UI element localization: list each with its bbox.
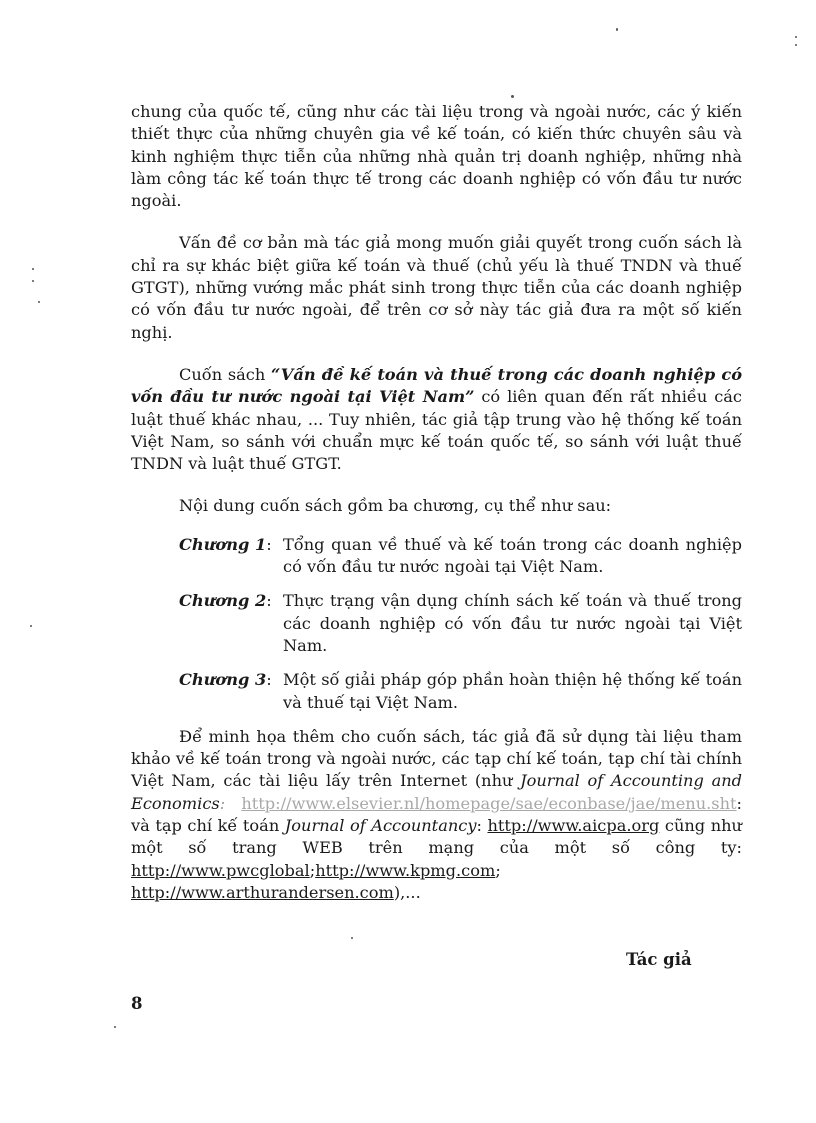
chapter-item: Chương 3: Một số giải pháp góp phần hoàn thiện hệ thống kế toán và thuế tại Việt Nam. xyxy=(179,669,742,714)
scan-speck xyxy=(32,268,34,270)
scan-speck xyxy=(38,301,40,303)
journal-name: Journal of Accounting and Economics xyxy=(131,771,743,813)
journal-name: Journal of Accountancy xyxy=(284,816,477,836)
page-body xyxy=(131,101,742,904)
scan-speck xyxy=(795,36,797,38)
paragraph-3 xyxy=(131,364,742,475)
scan-speck xyxy=(32,280,34,282)
scan-speck xyxy=(795,44,797,46)
reference-link[interactable]: http://www.pwcglobal xyxy=(131,860,310,880)
paragraph-2: Vấn đề cơ bản mà tác giả mong muốn giải quyết trong cuốn sách là chỉ ra sự khác biệt giữa kế toán và thuế (chủ yếu là thuế TNDN và thuế GTGT), những vướng mắc phát sinh trong thực tiễn của các doanh nghiệp có vốn đầu tư nước ngoài, để trên cơ sở này tác giả đưa ra một số kiến nghị. xyxy=(131,233,742,342)
chapter-item: Chương 1: Tổng quan về thuế và kế toán trong các doanh nghiệp có vốn đầu tư nước ngoài tại Việt Nam. xyxy=(179,534,742,579)
page-number: 8 xyxy=(131,994,143,1013)
chapter-label: Chương 2 xyxy=(179,591,267,611)
contents-intro: Nội dung cuốn sách gồm ba chương, cụ thể như sau: xyxy=(179,496,612,516)
paragraph-3-lead: Cuốn sách xyxy=(179,364,272,384)
chapter-text: Một số giải pháp góp phần hoàn thiện hệ thống kế toán và thuế tại Việt Nam. xyxy=(283,670,742,712)
paragraph-1: chung của quốc tế, cũng như các tài liệu trong và ngoài nước, các ý kiến thiết thực của những chuyên gia về kế toán, có kiến thức chuyên sâu và kinh nghiệm thực tiễn của những nhà quản trị doanh nghiệp, những nhà làm công tác kế toán thực tế trong các doanh nghiệp có vốn đầu tư nước ngoài. xyxy=(131,102,742,211)
scan-speck xyxy=(114,1026,116,1028)
chapter-item: Chương 2: Thực trạng vận dụng chính sách kế toán và thuế trong các doanh nghiệp có vốn đầu tư nước ngoài tại Việt Nam. xyxy=(179,590,742,657)
book-title: “Vấn đề kế toán và thuế trong các doanh nghiệp có vốn đầu tư nước ngoài tại Việt Nam” xyxy=(131,364,742,407)
reference-link[interactable]: http://www.elsevier.nl/homepage/sae/econbase/jae/menu.sht xyxy=(241,793,737,813)
chapter-label: Chương 1 xyxy=(179,534,267,554)
chapter-list xyxy=(179,534,742,714)
scan-speck xyxy=(511,95,514,98)
reference-link[interactable]: http://www.aicpa.org xyxy=(487,816,660,836)
chapter-label: Chương 3 xyxy=(179,670,267,690)
chapter-text: Thực trạng vận dụng chính sách kế toán và thuế trong các doanh nghiệp có vốn đầu tư nước ngoài tại Việt Nam. xyxy=(283,591,742,655)
author-signature: Tác giả xyxy=(626,950,692,969)
paragraph-3-rest: có liên quan đến rất nhiều các luật thuế khác nhau, ... Tuy nhiên, tác giả tập trung vào hệ thống kế toán Việt Nam, so sánh với chuẩn mực kế toán quốc tế, so sánh với luật thuế TNDN và luật thuế GTGT. xyxy=(131,387,742,474)
scan-speck xyxy=(351,937,353,939)
scan-speck xyxy=(616,28,618,31)
reference-link[interactable]: http://www.kpmg.com xyxy=(315,860,496,880)
reference-link[interactable]: http://www.arthurandersen.com xyxy=(131,882,394,902)
references-paragraph: Để minh họa thêm cho cuốn sách, tác giả đã sử dụng tài liệu tham khảo về kế toán trong và ngoài nước, các tạp chí kế toán, tạp chí tài chính Việt Nam, các tài liệu lấy trên Internet (như Journal of Accounting and Economics: http://www.elsevier.nl/homepage/sae/econbase/jae/menu.sht: và tạp chí kế toán Journal of Accountancy: http://www.aicpa.org cũng như một số trang WEB trên mạng của một số công ty: http://www.pwcglobal;http://www.kpmg.com; http://www.arthurandersen.com),... xyxy=(131,726,743,902)
scan-speck xyxy=(30,625,32,627)
chapter-text: Tổng quan về thuế và kế toán trong các doanh nghiệp có vốn đầu tư nước ngoài tại Việt Nam. xyxy=(283,534,742,577)
